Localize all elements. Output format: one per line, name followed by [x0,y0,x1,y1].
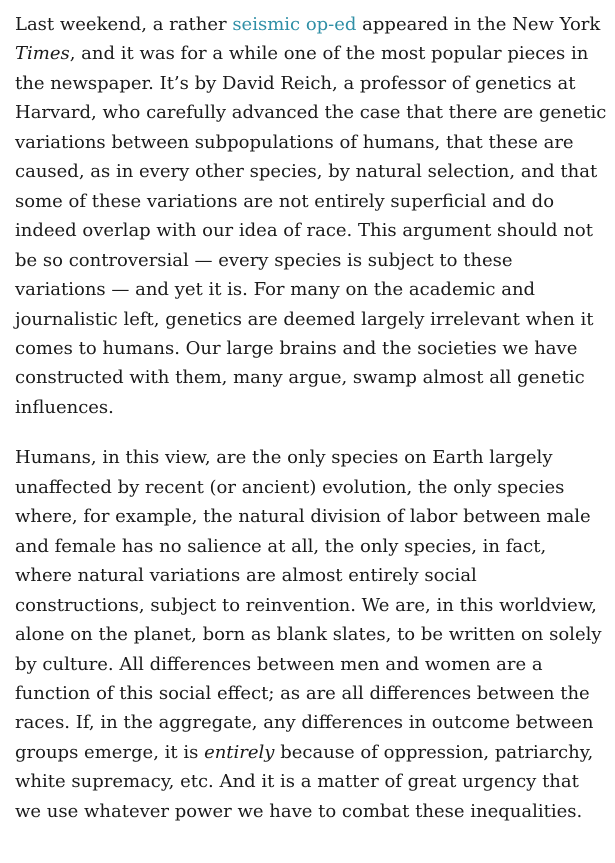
article-paragraph-2 [15,443,607,826]
paragraph-text: Last weekend, a rather [15,14,233,35]
paragraph-text: , and it was for a while one of the most popular pieces in the newspaper. It’s by David Reich, a professor of genetics at Harvard, who carefully advanced the case that there are genetic variations between subpopulations of humans, that these are caused, as in every other species, by natural selection, and that some of these variations are not entirely superficial and do indeed overlap with our idea of race. This argument should not be so controversial — every species is subject to these variations — and yet it is. For many on the academic and journalistic left, genetics are deemed largely irrelevant when it comes to humans. Our large brains and the societies we have constructed with them, many argue, swamp almost all genetic influences. [15,43,607,418]
seismic-op-ed-link[interactable]: seismic op-ed [232,14,357,35]
publication-name: Times [15,43,70,65]
article-paragraph-1 [15,10,607,422]
paragraph-text: appeared in the New York [356,14,601,35]
paragraph-text: because of oppression, patriarchy, white supremacy, etc. And it is a matter of great urgency that we use whatever power we have to combat these inequalities. [15,741,594,822]
emphasis-text: entirely [204,741,275,763]
paragraph-text: Humans, in this view, are the only species on Earth largely unaffected by recent (or ancient) evolution, the only species where, for example, the natural division of labor between male and female has no salience at all, the only species, in fact, where natural variations are almost entirely social constructions, subject to reinvention. We are, in this worldview, alone on the planet, born as blank slates, to be written on solely by culture. All differences between men and women are a function of this social effect; as are all differences between the races. If, in the aggregate, any differences in outcome between groups emerge, it is [15,447,602,763]
